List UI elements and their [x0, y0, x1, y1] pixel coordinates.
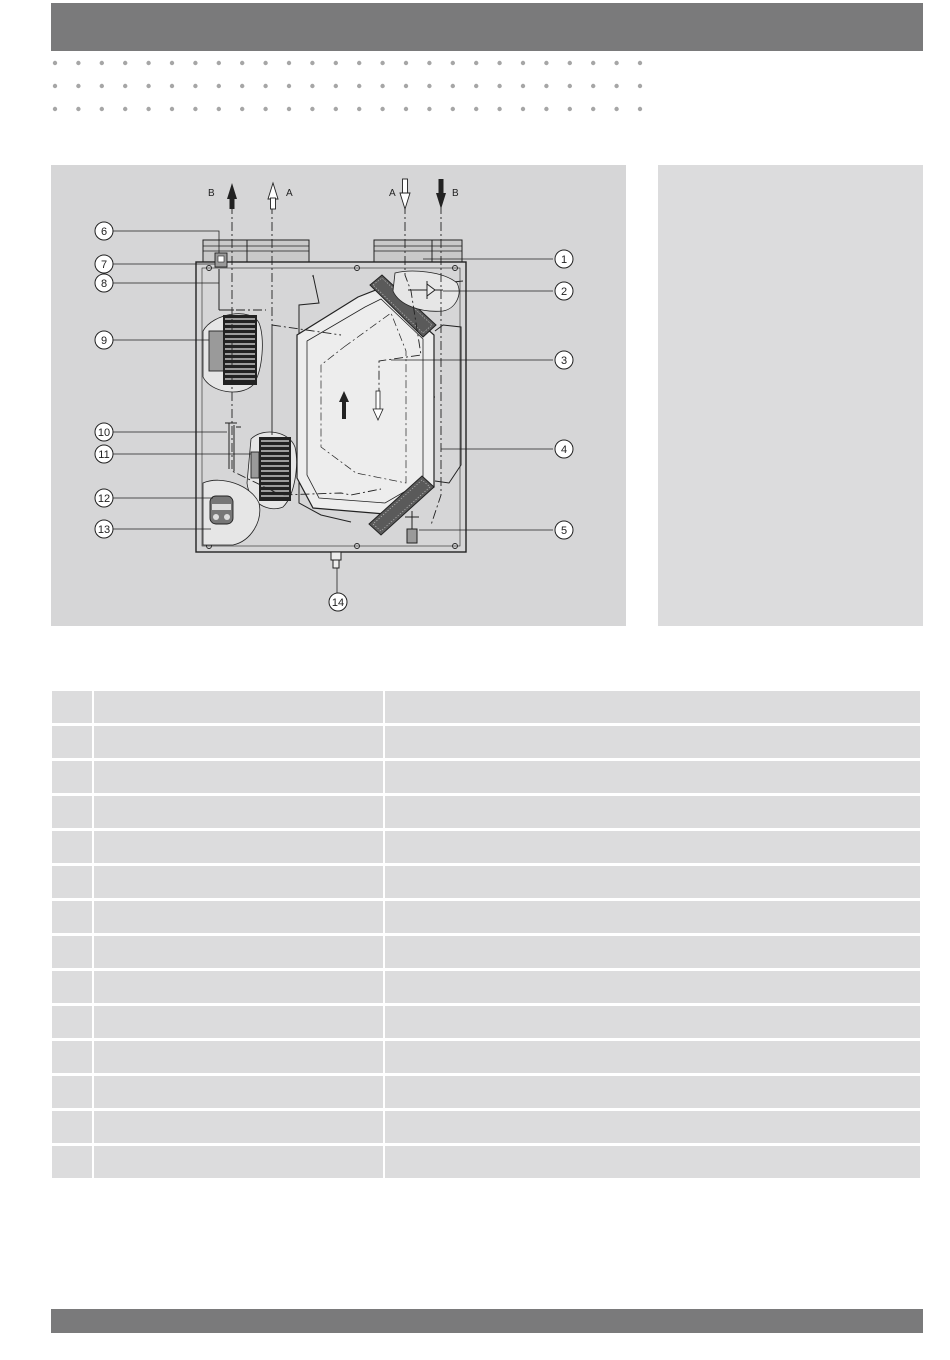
- side-info-panel: [658, 165, 923, 626]
- diagram-panel: [51, 165, 626, 626]
- table-cell: [94, 1111, 385, 1143]
- table-cell: [52, 971, 94, 1003]
- decorative-dot-grid: [46, 55, 656, 117]
- header-bar: [51, 3, 923, 51]
- table-cell: [94, 1076, 385, 1108]
- callout-10: 10: [97, 427, 111, 439]
- table-cell: [385, 831, 920, 863]
- callout-14: 14: [331, 597, 345, 609]
- table-cell: [52, 901, 94, 933]
- table-cell: [385, 971, 920, 1003]
- table-cell: [94, 901, 385, 933]
- table-cell: [94, 936, 385, 968]
- table-row: [52, 1076, 920, 1108]
- callout-1: 1: [560, 254, 568, 266]
- arrow-b-left-up: [227, 183, 237, 209]
- ventilation-unit-diagram: [51, 165, 626, 626]
- callout-9: 9: [100, 335, 108, 347]
- table-cell: [385, 1111, 920, 1143]
- table-row: [52, 971, 920, 1003]
- callout-2: 2: [560, 286, 568, 298]
- callout-13: 13: [97, 524, 111, 536]
- table-cell: [385, 901, 920, 933]
- table-cell: [52, 1146, 94, 1178]
- table-row: [52, 936, 920, 968]
- control-panel: [210, 496, 233, 524]
- callout-3: 3: [560, 355, 568, 367]
- table-row: [52, 726, 920, 758]
- table-cell: [94, 971, 385, 1003]
- parts-table: [52, 688, 920, 1181]
- table-cell: [385, 1041, 920, 1073]
- callout-7: 7: [100, 259, 108, 271]
- table-row: [52, 901, 920, 933]
- flow-label-a-right: A: [389, 188, 396, 199]
- flow-label-a-left: A: [286, 188, 293, 199]
- table-cell: [52, 761, 94, 793]
- table-cell: [94, 1041, 385, 1073]
- table-row: [52, 1006, 920, 1038]
- table-row: [52, 866, 920, 898]
- table-cell: [52, 1006, 94, 1038]
- table-cell: [52, 1111, 94, 1143]
- arrow-b-right-down: [436, 179, 446, 209]
- table-cell: [385, 761, 920, 793]
- table-cell: [385, 1076, 920, 1108]
- table-cell: [94, 831, 385, 863]
- table-cell: [94, 796, 385, 828]
- callout-6: 6: [100, 226, 108, 238]
- table-row: [52, 1111, 920, 1143]
- table-cell: [52, 1076, 94, 1108]
- table-row: [52, 1041, 920, 1073]
- table-row: [52, 796, 920, 828]
- table-cell: [52, 866, 94, 898]
- callout-5: 5: [560, 525, 568, 537]
- table-row: [52, 831, 920, 863]
- table-row: [52, 761, 920, 793]
- table-row: [52, 691, 920, 723]
- table-cell: [385, 1006, 920, 1038]
- table-cell: [52, 726, 94, 758]
- table-cell: [52, 796, 94, 828]
- table-row: [52, 1146, 920, 1178]
- table-cell: [52, 936, 94, 968]
- callout-12: 12: [97, 493, 111, 505]
- table-cell: [385, 691, 920, 723]
- table-cell: [94, 1006, 385, 1038]
- table-cell: [94, 761, 385, 793]
- table-cell: [94, 866, 385, 898]
- table-cell: [385, 936, 920, 968]
- flow-label-b-right: B: [452, 188, 459, 199]
- table-cell: [94, 1146, 385, 1178]
- table-cell: [385, 796, 920, 828]
- table-cell: [385, 1146, 920, 1178]
- table-cell: [52, 831, 94, 863]
- callout-4: 4: [560, 444, 568, 456]
- flow-label-b-left: B: [208, 188, 215, 199]
- table-cell: [94, 691, 385, 723]
- table-cell: [385, 726, 920, 758]
- footer-bar: [51, 1309, 923, 1333]
- callout-8: 8: [100, 278, 108, 290]
- callout-11: 11: [98, 449, 110, 461]
- table-cell: [52, 691, 94, 723]
- arrow-a-right-down: [400, 179, 410, 209]
- table-cell: [52, 1041, 94, 1073]
- table-cell: [94, 726, 385, 758]
- arrow-a-left-up: [268, 183, 278, 209]
- table-cell: [385, 866, 920, 898]
